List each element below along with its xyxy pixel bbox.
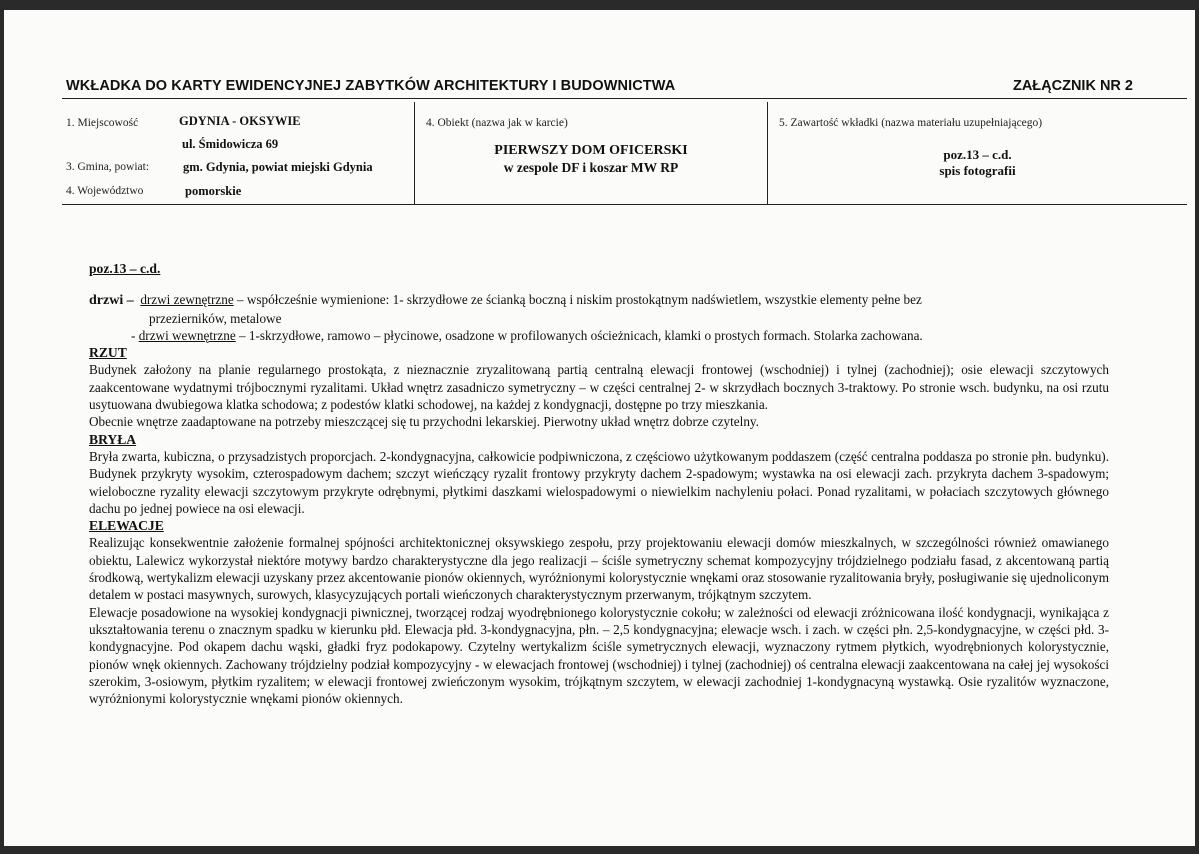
- header-bottom-rule: [62, 204, 1187, 205]
- poz-heading: poz.13 – c.d.: [89, 261, 161, 276]
- wojewodztwo-label: 4. Województwo: [66, 185, 144, 197]
- bryla-paragraph: Bryła zwarta, kubiczna, o przysadzistych proporcjach. 2-kondygnacyjna, całkowicie podpiwniczona, z częściowo użytkowanym poddaszem (część centralna poddasza po stronie płn. budynku). Budynek przykryty wysokim, czterospadowym dachem; szczyt wieńczący ryzalit frontowy przykryty dachem 2-spadowym; wystawka na osi elewacji zach. przykryta dachem 3-spadowym; wieloboczne ryzality elewacji szczytowym przykryte odrębnymi, płytkimi daszkami wielospadowymi o niewielkim nachyleniu połaci. Ponad ryzalitami, w połaciach szczytowych głównego dachu po jednej powiece na osi elewacji.: [89, 448, 1109, 516]
- drzwi-int-text: – 1-skrzydłowe, ramowo – płycinowe, osadzone w profilowanych ościeżnicach, klamki o prostych formach. Stolarka zachowana.: [235, 327, 923, 343]
- drzwi-int-line: [89, 327, 1109, 344]
- wojewodztwo-value: pomorskie: [185, 184, 242, 198]
- elewacje-heading: ELEWACJE: [89, 518, 164, 534]
- elewacje-paragraph-2: Elewacje posadowione na wysokiej kondygnacji piwnicznej, tworzącej rodzaj wyodrębnionego kolorystycznie cokołu; w zależności od elewacji zróżnicowana ilość kondygnacji, wynikająca z ukształtowania terenu o znacznym spadku w kierunku płd. Elewacja płd. 3-kondygnacyjna, płn. – 2,5 kondygnacyjna; elewacje wsch. i zach. w części płn. 2,5-kondygnacyjne, w części płd. 3-kondygnacyjne. Pod okapem dachu wąski, gładki fryz podokapowy. Czytelny wertykalizm ściśle symetrycznych elewacji, wyznaczony rytmem płytkich, wyodrębnionych kolorystycznie, pionów wnęk okiennych. Zachowany trójdzielny podział kompozycyjny - w elewacjach frontowej (wschodniej) i tylnej (zachodniej) oś centralna elewacji zaakcentowana na całej jej wysokości szerokim, 3-osiowym, płytkim ryzalitem; w elewacji frontowej zwieńczonym wysokim, trójkątnym szczytem, w elewacji zachodniej 1-kondygnacyną wystawką. Osie ryzalitów wyznaczone, wyróżnionymi kolorystycznie wnękami pionów okiennych.: [89, 604, 1109, 707]
- contents-line1: poz.13 – c.d.: [943, 147, 1012, 162]
- contents-line2: spis fotografii: [939, 163, 1016, 178]
- drzwi-ext-cont: przezierników, metalowe: [149, 310, 282, 326]
- rzut-paragraph-1: Budynek założony na planie regularnego prostokąta, z nieznacznie zryzalitowaną partią centralną elewacji frontowej (wschodniej) i tylnej (zachodniej); osie elewacji szczytowych zaakcentowane wydatnymi trójbocznymi ryzalitami. Układ wnętrz zasadniczo symetryczny – w części centralnej 2- w skrzydłach bocznych 3-traktowy. Po stronie wsch. budynku, na osi rzutu usytuowana dwubiegowa klatka schodowa; z podestów klatki schodowej, na każdej z kondygnacji, dostępne po trzy mieszkania.: [89, 362, 1109, 413]
- rzut-paragraph-2: Obecnie wnętrze zaadaptowane na potrzeby mieszczącej się tu przychodni lekarskiej. Pierwotny układ wnętrz dobrze czytelny.: [89, 414, 759, 430]
- form-title: WKŁADKA DO KARTY EWIDENCYJNEJ ZABYTKÓW ARCHITEKTURY I BUDOWNICTWA: [66, 78, 676, 94]
- object-label: 4. Obiekt (nazwa jak w karcie): [426, 117, 568, 129]
- elewacje-paragraph-1: Realizując konsekwentnie założenie formalnej spójności architektonicznej oksywskiego zespołu, przy projektowaniu elewacji domów mieszkalnych, w szczególności również omawianego obiektu, Lalewicz wykorzystał niektóre motywy bardzo charakterystyczne dla jego realizacji – ściśle symetryczny schemat kompozycyjny trójdzielnego podziału fasad, z akcentowaną partią środkową, wertykalizm elewacji uzyskany przez akcentowanie pionów okiennych, wyróżnionymi kolorystycznie wnękami oraz stosowanie ryzalitowania bryły, posługiwanie się ujednoliconym detalem w postaci masywnych, surowych, klasycyzujących portali wieńczonych charakterystycznym przerwanym, trójkątnym szczytem.: [89, 535, 1109, 603]
- drzwi-label: drzwi –: [89, 293, 134, 309]
- miejscowosc-value: GDYNIA - OKSYWIE: [179, 114, 301, 128]
- drzwi-int-label: drzwi wewnętrzne: [138, 327, 236, 343]
- annex-number: ZAŁĄCZNIK NR 2: [1012, 78, 1133, 94]
- document-sheet: [4, 10, 1195, 846]
- rzut-heading: RZUT: [89, 345, 127, 361]
- drzwi-paragraph: [89, 291, 1109, 309]
- gmina-value: gm. Gdynia, powiat miejski Gdynia: [183, 160, 373, 174]
- object-name-line2: w zespole DF i koszar MW RP: [503, 160, 679, 175]
- drzwi-ext-label: drzwi zewnętrzne: [140, 292, 234, 308]
- document-body: [89, 260, 1109, 707]
- bryla-heading: BRYŁA: [89, 431, 137, 447]
- address-value: ul. Śmidowicza 69: [182, 137, 279, 151]
- miejscowosc-label: 1. Miejscowość: [66, 117, 139, 129]
- drzwi-ext-text: – współcześnie wymienione: 1- skrzydłowe ze ścianką boczną i niskim prostokątnym nadświetlem, wszystkie elementy pełne bez: [233, 292, 922, 308]
- header-top-rule: [62, 98, 1187, 99]
- contents-label: 5. Zawartość wkładki (nazwa materiału uzupełniającego): [779, 117, 1043, 129]
- drzwi-int-prefix: -: [131, 327, 139, 343]
- gmina-label: 3. Gmina, powiat:: [66, 161, 150, 173]
- object-name-line1: PIERWSZY DOM OFICERSKI: [494, 143, 688, 158]
